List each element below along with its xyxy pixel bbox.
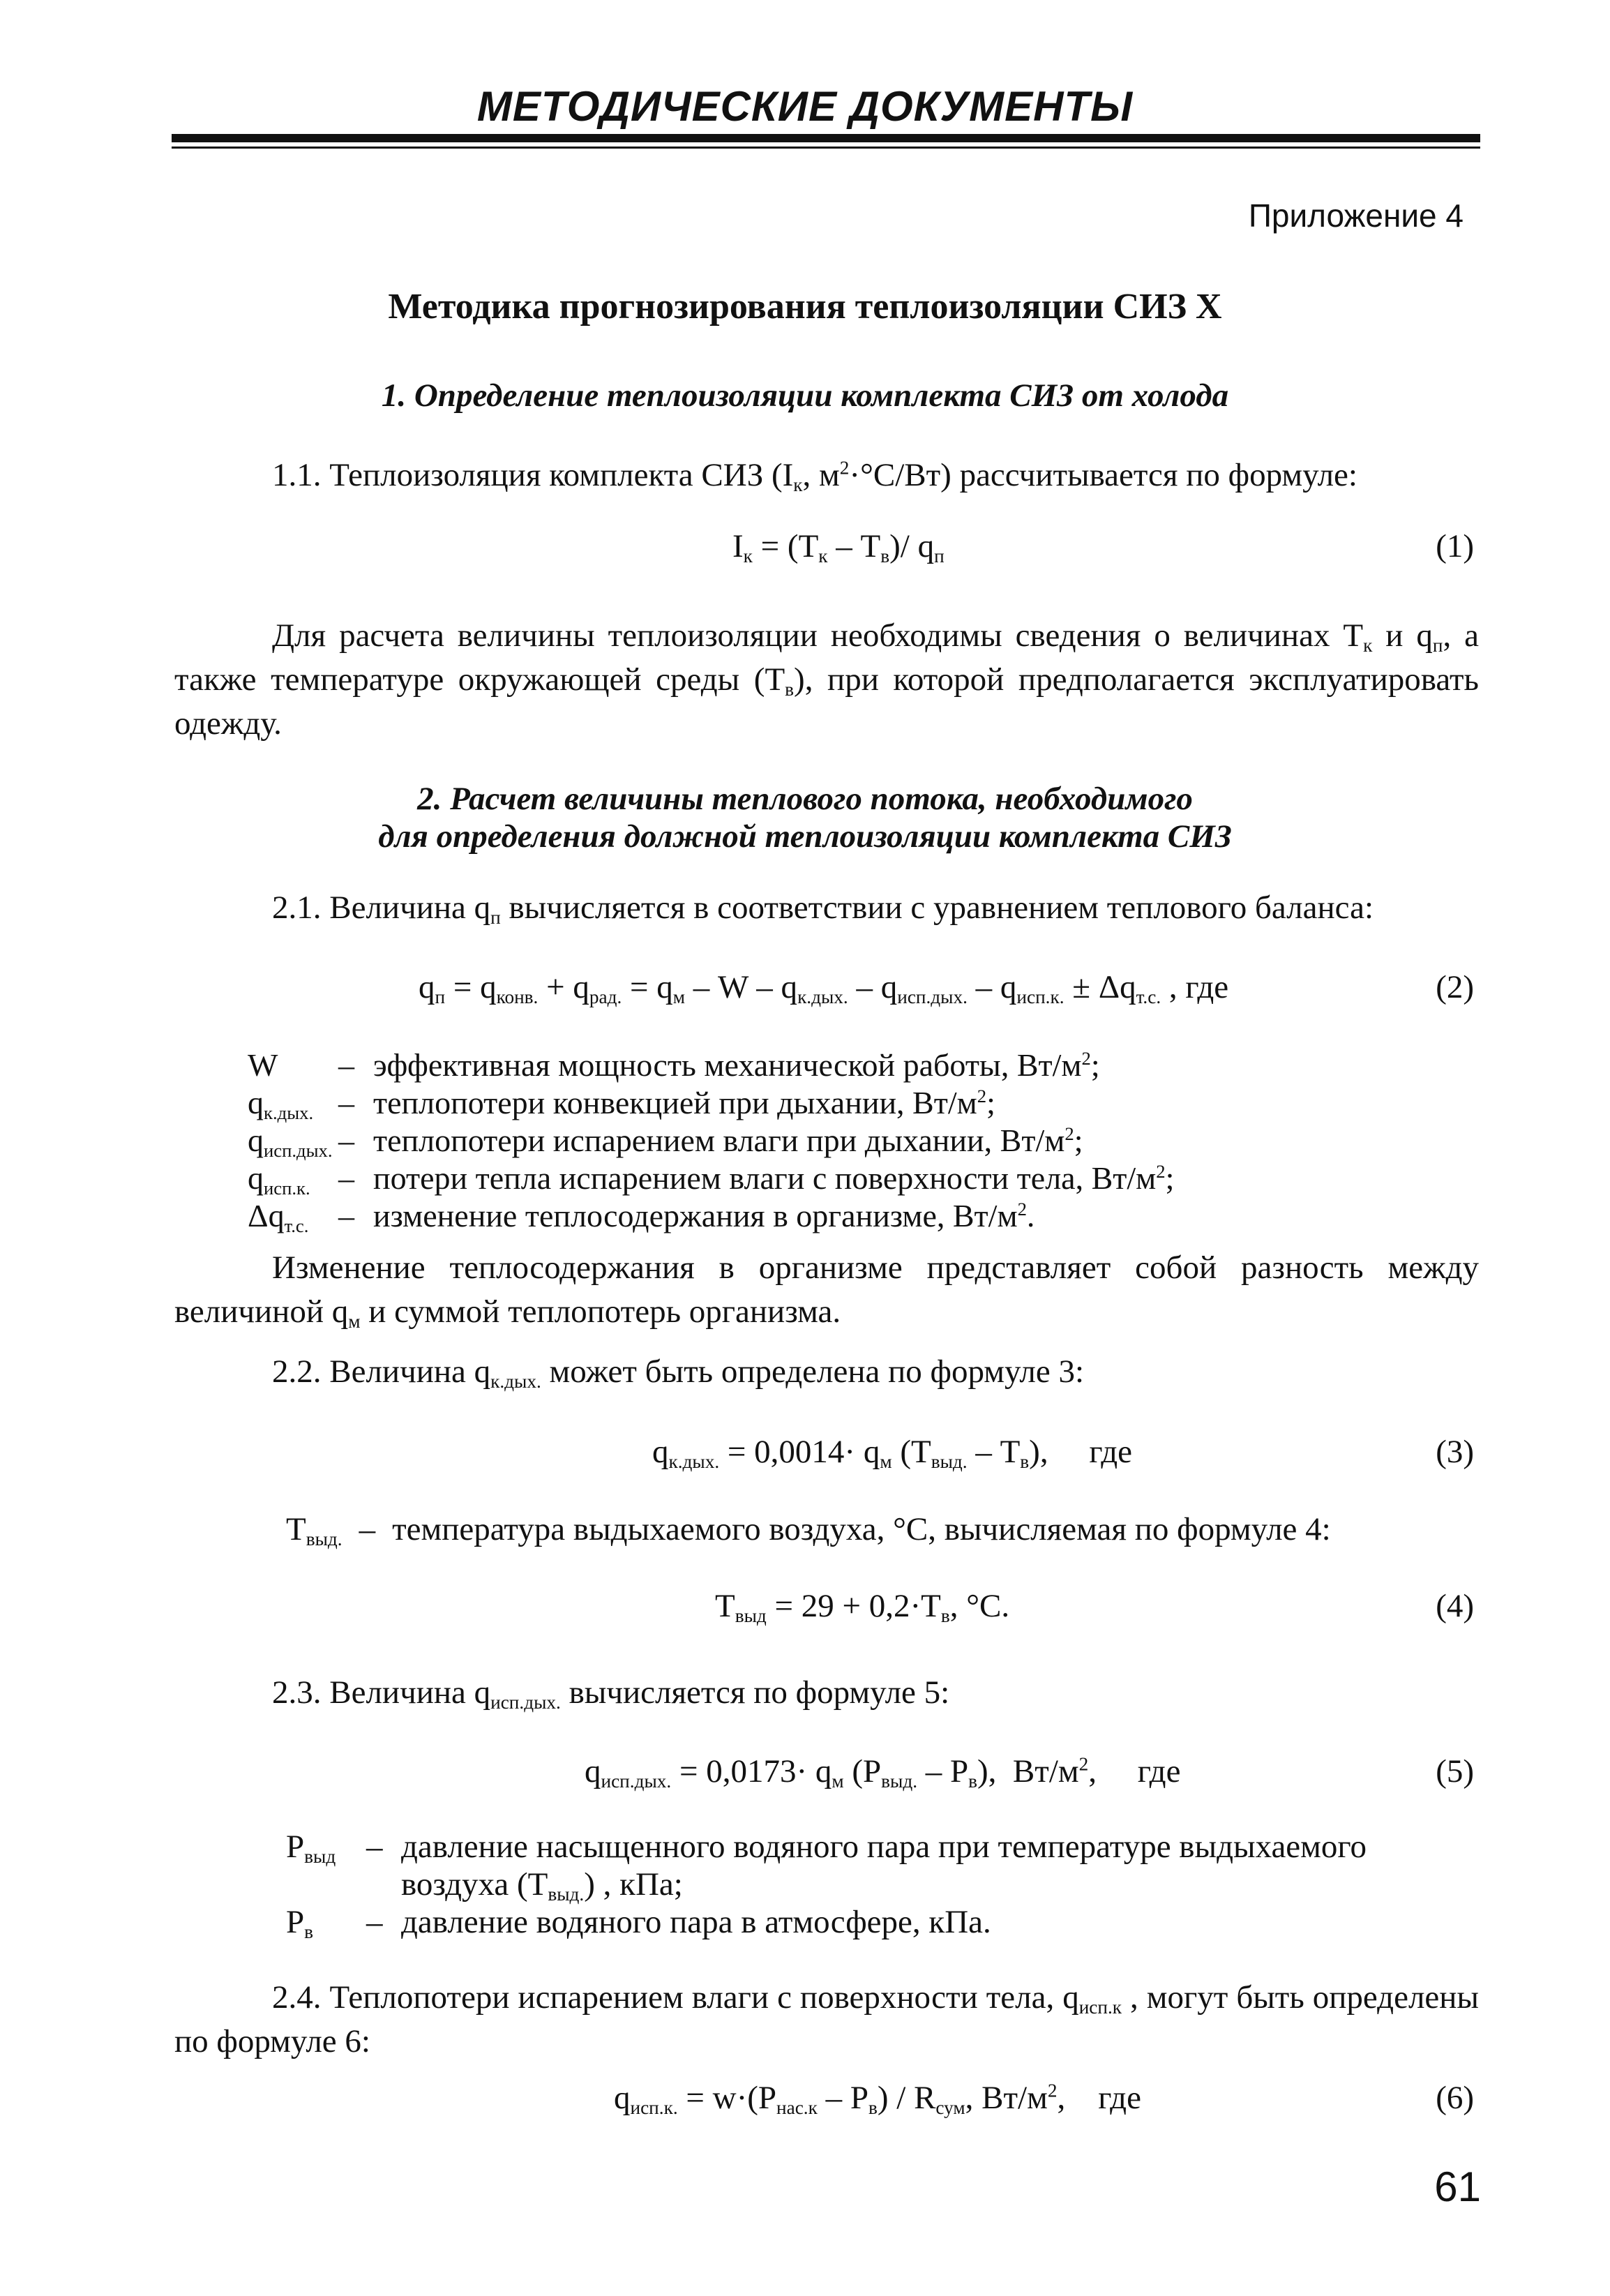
formula-6: $q_{исп.к.} = w\cdot(Р_{нас.к} - Р_в) / R_{сум}$, $Вт/м^2$, где	[614, 2080, 1141, 2119]
formula-number-5: (5)	[1436, 1753, 1474, 1789]
definitions-list-1	[248, 1046, 1174, 1235]
paragraph-2-4: 2.4. Теплопотери испарением влаги с поверхности тела, $q_{исп.к}$ , могут быть определены по формуле 6:	[174, 1979, 1479, 2059]
paragraph-heat-change: Изменение теплосодержания в организме представляет собой разность между величиной $q_м$ и суммой теплопотерь организма.	[174, 1250, 1479, 1333]
paragraph-2-3: 2.3. Величина $q_{исп.дых.}$ вычисляется по формуле 5:	[272, 1674, 950, 1713]
definitions-list-2	[286, 1828, 1367, 1941]
formula-number-2: (2)	[1436, 969, 1474, 1005]
definition-row: $Р_{выд}$ – давление насыщенного водяного пара при температуре выдыхаемого воздуха $(Т_{выд.})$ , кПа;	[286, 1829, 1367, 1905]
header-rule-thick	[172, 134, 1480, 142]
paragraph-2-1: 2.1. Величина $q_п$ вычисляется в соответствии с уравнением теплового баланса:	[272, 890, 1374, 929]
definition-t-vyd: $Т_{выд.}$ – температура выдыхаемого воздуха, °С, вычисляемая по формуле 4:	[286, 1511, 1331, 1550]
formula-5: $q_{исп.дых.} = 0,0173\cdot q_м$ $(Р_{выд.} - Р_в)$, $Вт/м^2$, где	[585, 1753, 1181, 1792]
definition-row: $Р_в$ – давление водяного пара в атмосфере, кПа.	[286, 1904, 991, 1943]
formula-3: $q_{к.дых.} = 0,0014\cdot q_м$ $(Т_{выд.} - Т_в)$, где	[652, 1434, 1133, 1473]
page-number: 61	[1434, 2163, 1481, 2210]
paragraph-2-2: 2.2. Величина $q_{к.дых.}$ может быть определена по формуле 3:	[272, 1353, 1085, 1393]
definition-row: $q_{к.дых.}$ – теплопотери конвекцией при дыхании, $Вт/м^2$;	[248, 1085, 995, 1123]
section-1-heading: 1. Определение теплоизоляции комплекта СИЗ от холода	[381, 377, 1229, 414]
formula-number-6: (6)	[1436, 2080, 1474, 2116]
document-title: Методика прогнозирования теплоизоляции СИЗ Х	[388, 287, 1222, 327]
formula-number-1: (1)	[1436, 528, 1474, 564]
formula-number-3: (3)	[1436, 1434, 1474, 1470]
header-rule-thin	[172, 147, 1480, 149]
definition-row: W – эффективная мощность механической работы, $Вт/м^2$;	[248, 1047, 1100, 1083]
paragraph-1-1: 1.1. Теплоизоляция комплекта СИЗ ($I_к$, $м^2\cdot^\circ С/Вт$) рассчитывается по формуле:	[272, 457, 1357, 496]
paragraph-calc-info: Для расчета величины теплоизоляции необходимы сведения о величинах $Т_к$ и $q_п$, а также температуре окружающей среды $(Т_в)$, при которой предполагается эксплуатировать одежду.	[174, 617, 1479, 742]
formula-number-4: (4)	[1436, 1588, 1474, 1624]
definition-row: $q_{исп.дых.}$ – теплопотери испарением влаги при дыхании, $Вт/м^2$;	[248, 1123, 1083, 1161]
journal-header: МЕТОДИЧЕСКИЕ ДОКУМЕНТЫ	[476, 83, 1134, 130]
definition-row: $q_{исп.к.}$ – потери тепла испарением влаги с поверхности тела, $Вт/м^2$;	[248, 1160, 1175, 1199]
section-2-heading-line2: для определения должной теплоизоляции комплекта СИЗ	[378, 818, 1232, 855]
appendix-label: Приложение 4	[1248, 197, 1464, 234]
formula-2: $q_п = q_{конв.} + q_{рад.} = q_м - W - q_{к.дых.} - q_{исп.дых.} - q_{исп.к.} \pm \Delta q_{т.с.}$ , где	[419, 969, 1229, 1008]
formula-1: $I_к = (Т_к - Т_в)/$ $q_п$	[732, 528, 945, 567]
formula-4: $Т_{выд} = 29 + 0,2\cdot Т_в$, °С.	[715, 1588, 1010, 1627]
section-2-heading-line1: 2. Расчет величины теплового потока, необходимого	[417, 781, 1193, 817]
definition-row: $\Delta q_{т.с.}$ – изменение теплосодержания в организме, $Вт/м^2$.	[248, 1198, 1035, 1236]
